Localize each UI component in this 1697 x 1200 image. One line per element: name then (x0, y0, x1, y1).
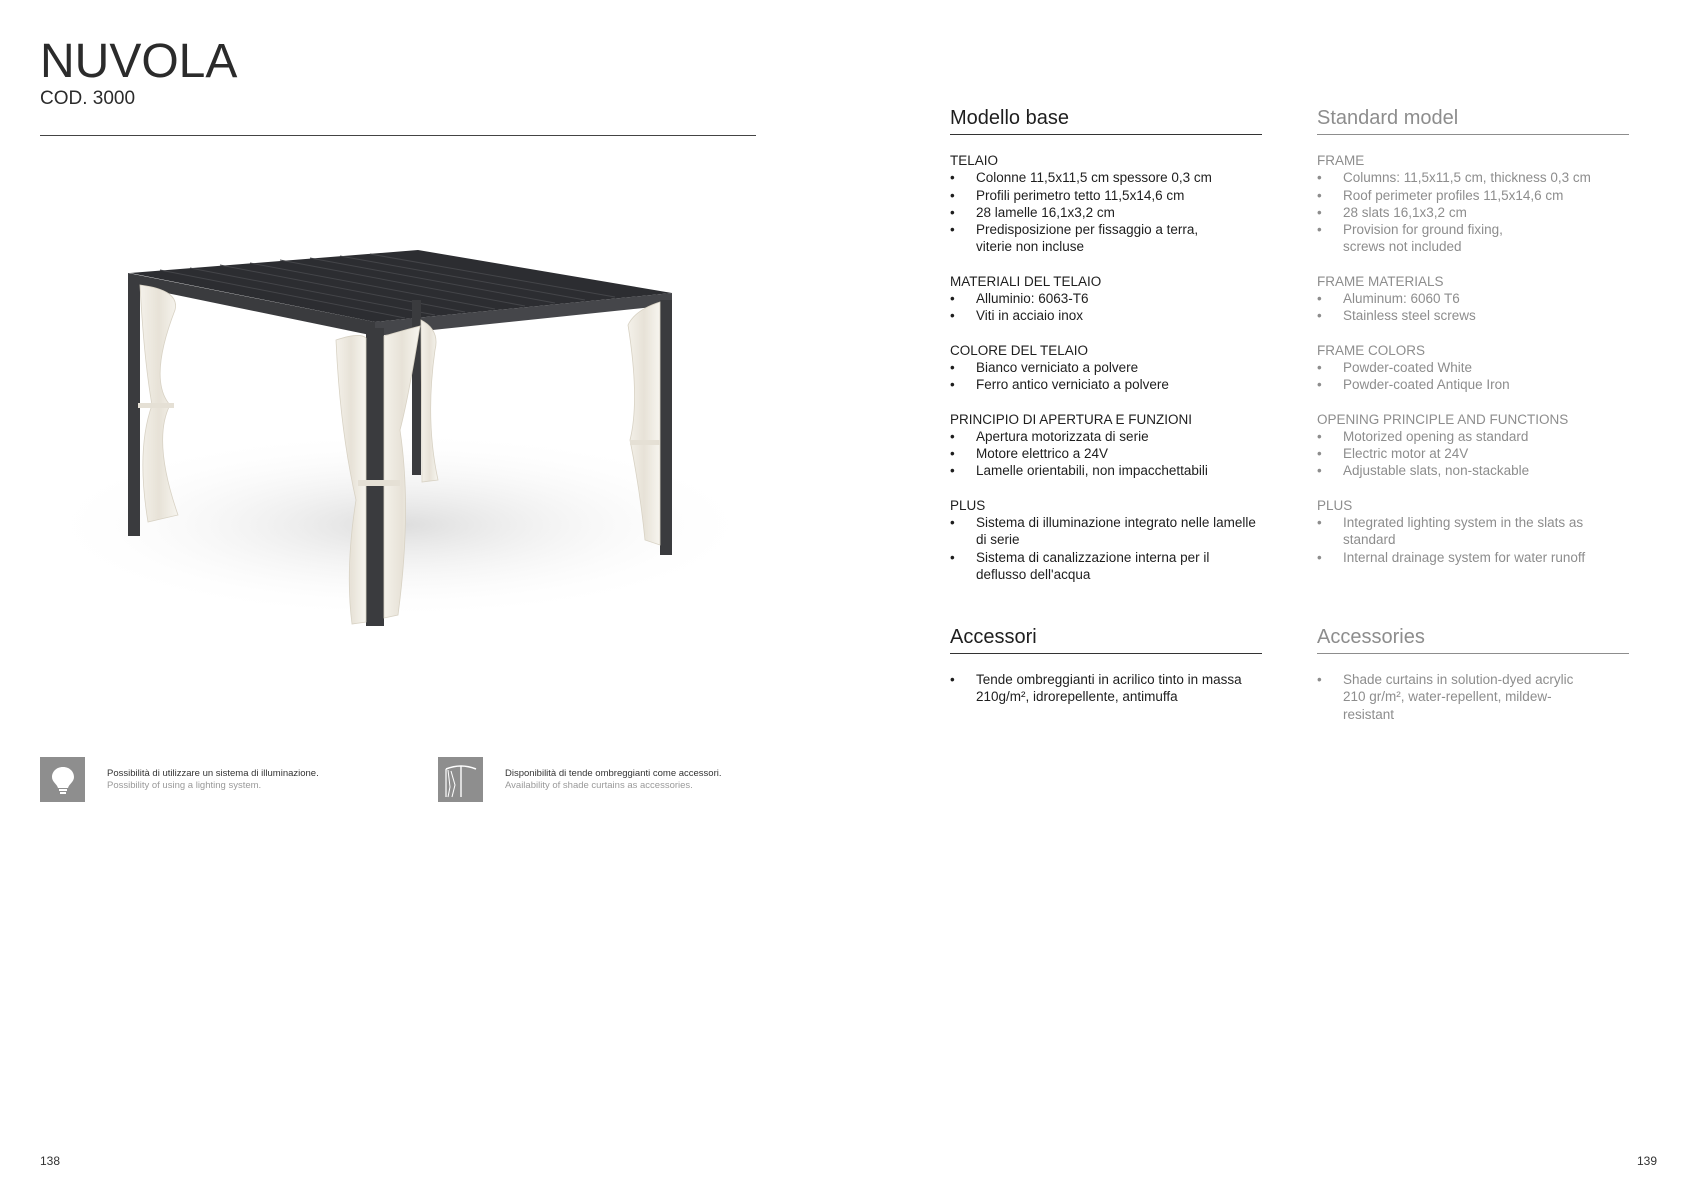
spec-item: • Ferro antico verniciato a polvere (950, 376, 1262, 393)
spec-item: • 28 slats 16,1x3,2 cm (1317, 204, 1629, 221)
spec-group-title: PLUS (1317, 497, 1353, 513)
spec-item: • Integrated lighting system in the slats as standard (1317, 514, 1587, 549)
spec-item: • Columns: 11,5x11,5 cm, thickness 0,3 cm (1317, 169, 1629, 186)
spec-group (1317, 152, 1629, 256)
spec-group-title: PRINCIPIO DI APERTURA E FUNZIONI (950, 411, 1193, 427)
spec-group (950, 497, 1262, 583)
spec-group-title: TELAIO (950, 153, 999, 168)
accessory-item: • Tende ombreggianti in acrilico tinto in massa 210g/m², idrorepellente, antimuffa (950, 671, 1250, 706)
english-accessories (1317, 626, 1629, 723)
section-heading-standard-model: Standard model (1317, 107, 1629, 135)
spec-group (1317, 273, 1629, 325)
spec-group (950, 273, 1262, 325)
feature-curtains-en: Availability of shade curtains as accessories. (505, 779, 693, 791)
spec-item: • Motorized opening as standard (1317, 428, 1629, 445)
spec-item: • Roof perimeter profiles 11,5x14,6 cm (1317, 187, 1629, 204)
lightbulb-icon (40, 757, 85, 802)
header-divider (40, 135, 756, 136)
product-code: COD. 3000 (40, 88, 136, 109)
section-heading-accessori: Accessori (950, 626, 1262, 654)
spec-item: • Aluminum: 6060 T6 (1317, 290, 1629, 307)
spec-item: • Sistema di illuminazione integrato nelle lamelle di serie (950, 514, 1256, 549)
accessory-item: • Shade curtains in solution-dyed acrylic 210 gr/m², water-repellent, mildew-resistant (1317, 671, 1587, 723)
spec-group-title: MATERIALI DEL TELAIO (950, 273, 1102, 289)
feature-lighting-en: Possibility of using a lighting system. (107, 779, 262, 791)
spec-item: • Profili perimetro tetto 11,5x14,6 cm (950, 187, 1262, 204)
spec-item: • Alluminio: 6063-T6 (950, 290, 1262, 307)
section-heading-modello-base: Modello base (950, 107, 1262, 135)
spec-group (950, 342, 1262, 394)
spec-group-title: PLUS (950, 497, 986, 513)
spec-item: • Powder-coated Antique Iron (1317, 376, 1629, 393)
spec-item: • Predisposizione per fissaggio a terra, viterie non incluse (950, 221, 1218, 256)
spec-item: • Lamelle orientabili, non impacchettabili (950, 462, 1262, 479)
feature-lighting-it: Possibilità di utilizzare un sistema di illuminazione. (107, 767, 319, 779)
spec-item: • Viti in acciaio inox (950, 307, 1262, 324)
spec-group-title: FRAME (1317, 153, 1365, 168)
spec-item: • Sistema di canalizzazione interna per il deflusso dell'acqua (950, 549, 1262, 584)
spec-item: • Electric motor at 24V (1317, 445, 1629, 462)
spec-item: • Stainless steel screws (1317, 307, 1629, 324)
spec-item: • Bianco verniciato a polvere (950, 359, 1262, 376)
product-title: NUVOLA (40, 35, 238, 88)
italian-spec-column (950, 107, 1262, 583)
section-heading-accessories: Accessories (1317, 626, 1629, 654)
spec-group (950, 152, 1262, 256)
spec-item: • Adjustable slats, non-stackable (1317, 462, 1629, 479)
spec-group (1317, 342, 1629, 394)
spec-item: • Powder-coated White (1317, 359, 1629, 376)
spec-item: • Colonne 11,5x11,5 cm spessore 0,3 cm (950, 169, 1262, 186)
spec-item: • 28 lamelle 16,1x3,2 cm (950, 204, 1262, 221)
spec-group-title: FRAME COLORS (1317, 342, 1426, 358)
spec-group-title: OPENING PRINCIPLE AND FUNCTIONS (1317, 411, 1569, 427)
page-number-right: 139 (1636, 1154, 1657, 1168)
curtain-icon (438, 757, 483, 802)
page-number-left: 138 (40, 1154, 61, 1168)
spec-item: • Provision for ground fixing, screws not included (1317, 221, 1537, 256)
spec-group-title: COLORE DEL TELAIO (950, 342, 1089, 358)
spec-group (950, 411, 1262, 480)
spec-group (1317, 411, 1629, 480)
feature-curtains-it: Disponibilità di tende ombreggianti come accessori. (505, 767, 722, 779)
spec-item: • Apertura motorizzata di serie (950, 428, 1262, 445)
feature-curtains (438, 757, 722, 802)
spec-group-title: FRAME MATERIALS (1317, 273, 1444, 289)
italian-accessories (950, 626, 1262, 706)
feature-lighting (40, 757, 319, 802)
spec-group (1317, 497, 1629, 566)
spec-item: • Motore elettrico a 24V (950, 445, 1262, 462)
pergola-product-image (40, 150, 756, 690)
english-spec-column (1317, 107, 1629, 566)
spec-item: • Internal drainage system for water runoff (1317, 549, 1629, 566)
